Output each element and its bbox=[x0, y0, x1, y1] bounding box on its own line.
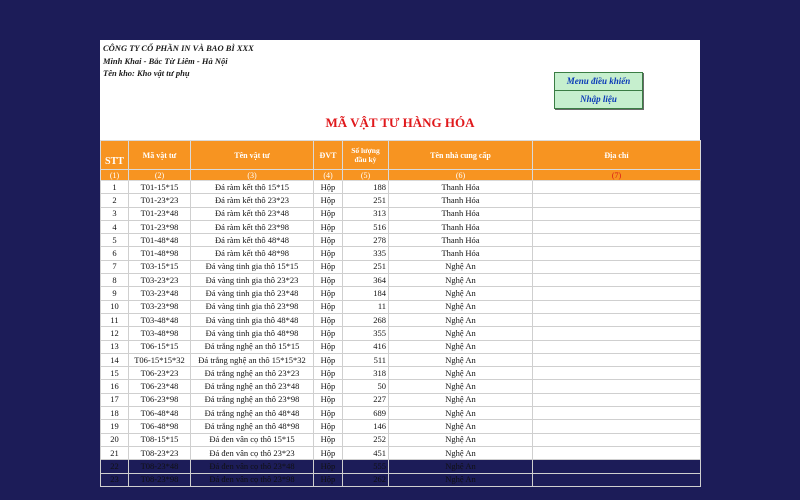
cell-code[interactable]: T06-23*98 bbox=[129, 393, 191, 406]
cell-code[interactable]: T03-23*48 bbox=[129, 287, 191, 300]
cell-quantity[interactable]: 335 bbox=[343, 247, 389, 260]
cell-code[interactable]: T03-23*98 bbox=[129, 300, 191, 313]
cell-quantity[interactable]: 184 bbox=[343, 287, 389, 300]
table-row bbox=[101, 380, 701, 393]
table-row bbox=[101, 327, 701, 340]
company-name: CÔNG TY CỔ PHẦN IN VÀ BAO BÌ XXX bbox=[103, 43, 254, 53]
header-stt[interactable]: STT bbox=[101, 141, 129, 170]
cell-unit[interactable]: Hộp bbox=[314, 393, 343, 406]
cell-quantity[interactable]: 451 bbox=[343, 446, 389, 459]
table-row bbox=[101, 260, 701, 273]
header-row bbox=[101, 141, 701, 170]
table-row bbox=[101, 207, 701, 220]
cell-quantity[interactable]: 11 bbox=[343, 300, 389, 313]
cell-name[interactable]: Đá ràm kết thô 23*98 bbox=[191, 220, 314, 233]
table-body bbox=[101, 181, 701, 487]
cell-stt[interactable]: 4 bbox=[101, 220, 129, 233]
cell-name[interactable]: Đá trắng nghệ an thô 15*15*32 bbox=[191, 353, 314, 366]
cell-quantity[interactable]: 555 bbox=[343, 460, 389, 473]
cell-address[interactable] bbox=[533, 220, 701, 233]
cell-quantity[interactable]: 313 bbox=[343, 207, 389, 220]
cell-code[interactable]: T03-48*48 bbox=[129, 313, 191, 326]
cell-supplier[interactable]: Thanh Hóa bbox=[389, 181, 533, 194]
page-title: MÃ VẬT TƯ HÀNG HÓA bbox=[325, 115, 475, 130]
cell-supplier[interactable]: Nghệ An bbox=[389, 367, 533, 380]
cell-quantity[interactable]: 689 bbox=[343, 407, 389, 420]
cell-unit[interactable]: Hộp bbox=[314, 260, 343, 273]
cell-unit[interactable]: Hộp bbox=[314, 407, 343, 420]
table-row bbox=[101, 460, 701, 473]
cell-name[interactable]: Đá trắng nghệ an thô 48*98 bbox=[191, 420, 314, 433]
cell-unit[interactable]: Hộp bbox=[314, 433, 343, 446]
col-num-2[interactable]: (2) bbox=[129, 170, 191, 181]
cell-name[interactable]: Đá trắng nghệ an thô 23*48 bbox=[191, 380, 314, 393]
cell-unit[interactable]: Hộp bbox=[314, 367, 343, 380]
table-row bbox=[101, 300, 701, 313]
cell-address[interactable] bbox=[533, 473, 701, 486]
table-row bbox=[101, 353, 701, 366]
cell-supplier[interactable]: Nghệ An bbox=[389, 393, 533, 406]
cell-supplier[interactable]: Nghệ An bbox=[389, 460, 533, 473]
header-supplier[interactable]: Tên nhà cung cấp bbox=[389, 141, 533, 170]
cell-name[interactable]: Đá vàng tinh gia thô 23*23 bbox=[191, 274, 314, 287]
cell-code[interactable]: T06-15*15 bbox=[129, 340, 191, 353]
cell-name[interactable]: Đá ràm kết thô 23*48 bbox=[191, 207, 314, 220]
cell-quantity[interactable]: 50 bbox=[343, 380, 389, 393]
column-number-row bbox=[101, 170, 701, 181]
cell-code[interactable]: T03-23*23 bbox=[129, 274, 191, 287]
cell-address[interactable] bbox=[533, 420, 701, 433]
header-code[interactable]: Mã vật tư bbox=[129, 141, 191, 170]
cell-stt[interactable]: 20 bbox=[101, 433, 129, 446]
cell-code[interactable]: T08-23*23 bbox=[129, 446, 191, 459]
cell-code[interactable]: T08-15*15 bbox=[129, 433, 191, 446]
cell-name[interactable]: Đá đen vân cọ thô 23*23 bbox=[191, 446, 314, 459]
cell-quantity[interactable]: 188 bbox=[343, 181, 389, 194]
table-row bbox=[101, 234, 701, 247]
cell-stt[interactable]: 3 bbox=[101, 207, 129, 220]
cell-supplier[interactable]: Thanh Hóa bbox=[389, 194, 533, 207]
cell-stt[interactable]: 18 bbox=[101, 407, 129, 420]
cell-code[interactable]: T01-23*23 bbox=[129, 194, 191, 207]
cell-quantity[interactable]: 364 bbox=[343, 274, 389, 287]
table-row bbox=[101, 367, 701, 380]
table-row bbox=[101, 247, 701, 260]
cell-supplier[interactable]: Thanh Hóa bbox=[389, 234, 533, 247]
cell-supplier[interactable]: Nghệ An bbox=[389, 327, 533, 340]
cell-supplier[interactable]: Nghệ An bbox=[389, 300, 533, 313]
table-row bbox=[101, 274, 701, 287]
cell-address[interactable] bbox=[533, 433, 701, 446]
cell-quantity[interactable]: 252 bbox=[343, 433, 389, 446]
cell-name[interactable]: Đá đen vân cọ thô 15*15 bbox=[191, 433, 314, 446]
cell-stt[interactable]: 2 bbox=[101, 194, 129, 207]
cell-address[interactable] bbox=[533, 353, 701, 366]
cell-code[interactable]: T01-23*48 bbox=[129, 207, 191, 220]
cell-name[interactable]: Đá vàng tinh gia thô 23*48 bbox=[191, 287, 314, 300]
cell-stt[interactable]: 6 bbox=[101, 247, 129, 260]
cell-stt[interactable]: 8 bbox=[101, 274, 129, 287]
cell-stt[interactable]: 9 bbox=[101, 287, 129, 300]
cell-quantity[interactable]: 355 bbox=[343, 327, 389, 340]
header-quantity[interactable] bbox=[343, 141, 389, 170]
cell-name[interactable]: Đá đen vân cọ thô 23*98 bbox=[191, 473, 314, 486]
cell-address[interactable] bbox=[533, 446, 701, 459]
cell-unit[interactable]: Hộp bbox=[314, 473, 343, 486]
cell-code[interactable]: T08-23*98 bbox=[129, 473, 191, 486]
cell-supplier[interactable]: Nghệ An bbox=[389, 473, 533, 486]
cell-address[interactable] bbox=[533, 234, 701, 247]
cell-stt[interactable]: 19 bbox=[101, 420, 129, 433]
table-row bbox=[101, 407, 701, 420]
cell-name[interactable]: Đá vàng tinh gia thô 23*98 bbox=[191, 300, 314, 313]
cell-name[interactable]: Đá vàng tinh gia thô 48*98 bbox=[191, 327, 314, 340]
warehouse-name: Tên kho: Kho vật tư phụ bbox=[103, 68, 190, 78]
col-num-5[interactable]: (5) bbox=[343, 170, 389, 181]
cell-address[interactable] bbox=[533, 380, 701, 393]
cell-quantity[interactable]: 516 bbox=[343, 220, 389, 233]
cell-code[interactable]: T08-23*48 bbox=[129, 460, 191, 473]
cell-unit[interactable]: Hộp bbox=[314, 247, 343, 260]
cell-name[interactable]: Đá ràm kết thô 48*98 bbox=[191, 247, 314, 260]
cell-stt[interactable]: 15 bbox=[101, 367, 129, 380]
cell-quantity[interactable]: 318 bbox=[343, 367, 389, 380]
cell-address[interactable] bbox=[533, 287, 701, 300]
cell-unit[interactable]: Hộp bbox=[314, 181, 343, 194]
cell-quantity[interactable]: 511 bbox=[343, 353, 389, 366]
cell-stt[interactable]: 23 bbox=[101, 473, 129, 486]
cell-code[interactable]: T01-23*98 bbox=[129, 220, 191, 233]
cell-quantity[interactable]: 251 bbox=[343, 194, 389, 207]
cell-name[interactable]: Đá trắng nghệ an thô 23*98 bbox=[191, 393, 314, 406]
cell-name[interactable]: Đá ràm kết thô 15*15 bbox=[191, 181, 314, 194]
cell-code[interactable]: T01-48*98 bbox=[129, 247, 191, 260]
col-num-1[interactable]: (1) bbox=[101, 170, 129, 181]
table-row bbox=[101, 194, 701, 207]
header-address[interactable]: Địa chỉ bbox=[533, 141, 701, 170]
table-row bbox=[101, 393, 701, 406]
cell-quantity[interactable]: 227 bbox=[343, 393, 389, 406]
cell-name[interactable]: Đá đen vân cọ thô 23*48 bbox=[191, 460, 314, 473]
cell-name[interactable]: Đá trắng nghệ an thô 15*15 bbox=[191, 340, 314, 353]
table-row bbox=[101, 473, 701, 486]
cell-quantity[interactable]: 416 bbox=[343, 340, 389, 353]
cell-address[interactable] bbox=[533, 367, 701, 380]
cell-quantity[interactable]: 278 bbox=[343, 234, 389, 247]
header-unit[interactable]: ĐVT bbox=[314, 141, 343, 170]
col-num-6[interactable]: (6) bbox=[389, 170, 533, 181]
cell-stt[interactable]: 21 bbox=[101, 446, 129, 459]
cell-address[interactable] bbox=[533, 460, 701, 473]
cell-supplier[interactable]: Thanh Hóa bbox=[389, 247, 533, 260]
table-row bbox=[101, 220, 701, 233]
cell-address[interactable] bbox=[533, 407, 701, 420]
cell-name[interactable]: Đá ràm kết thô 23*23 bbox=[191, 194, 314, 207]
cell-unit[interactable]: Hộp bbox=[314, 207, 343, 220]
cell-stt[interactable]: 12 bbox=[101, 327, 129, 340]
cell-address[interactable] bbox=[533, 260, 701, 273]
header-quantity-line1: Số lượng bbox=[351, 146, 380, 155]
cell-unit[interactable]: Hộp bbox=[314, 340, 343, 353]
cell-supplier[interactable]: Nghệ An bbox=[389, 380, 533, 393]
cell-code[interactable]: T03-48*98 bbox=[129, 327, 191, 340]
cell-unit[interactable]: Hộp bbox=[314, 380, 343, 393]
table-row bbox=[101, 420, 701, 433]
cell-unit[interactable]: Hộp bbox=[314, 194, 343, 207]
cell-code[interactable]: T06-48*98 bbox=[129, 420, 191, 433]
cell-code[interactable]: T06-15*15*32 bbox=[129, 353, 191, 366]
cell-supplier[interactable]: Nghệ An bbox=[389, 313, 533, 326]
col-num-3[interactable]: (3) bbox=[191, 170, 314, 181]
cell-unit[interactable]: Hộp bbox=[314, 460, 343, 473]
col-num-7[interactable]: (7) bbox=[533, 170, 701, 181]
table-row bbox=[101, 313, 701, 326]
cell-supplier[interactable]: Nghệ An bbox=[389, 340, 533, 353]
table-row bbox=[101, 181, 701, 194]
table-row bbox=[101, 433, 701, 446]
cell-quantity[interactable]: 146 bbox=[343, 420, 389, 433]
cell-name[interactable]: Đá vàng tinh gia thô 15*15 bbox=[191, 260, 314, 273]
cell-unit[interactable]: Hộp bbox=[314, 353, 343, 366]
cell-address[interactable] bbox=[533, 340, 701, 353]
cell-address[interactable] bbox=[533, 207, 701, 220]
cell-unit[interactable]: Hộp bbox=[314, 287, 343, 300]
cell-unit[interactable]: Hộp bbox=[314, 300, 343, 313]
data-entry-button[interactable]: Nhập liệu bbox=[554, 90, 643, 109]
table-row bbox=[101, 340, 701, 353]
cell-stt[interactable]: 11 bbox=[101, 313, 129, 326]
cell-supplier[interactable]: Nghệ An bbox=[389, 260, 533, 273]
cell-quantity[interactable]: 262 bbox=[343, 473, 389, 486]
cell-name[interactable]: Đá trắng nghệ an thô 48*48 bbox=[191, 407, 314, 420]
spreadsheet-sheet bbox=[100, 40, 700, 485]
cell-quantity[interactable]: 268 bbox=[343, 313, 389, 326]
table-row bbox=[101, 287, 701, 300]
cell-stt[interactable]: 10 bbox=[101, 300, 129, 313]
cell-quantity[interactable]: 251 bbox=[343, 260, 389, 273]
cell-address[interactable] bbox=[533, 393, 701, 406]
header-quantity-line2: đầu kỳ bbox=[354, 155, 377, 164]
header-name[interactable]: Tên vật tư bbox=[191, 141, 314, 170]
col-num-4[interactable]: (4) bbox=[314, 170, 343, 181]
cell-address[interactable] bbox=[533, 194, 701, 207]
cell-address[interactable] bbox=[533, 313, 701, 326]
table-row bbox=[101, 446, 701, 459]
materials-table bbox=[100, 140, 701, 487]
cell-address[interactable] bbox=[533, 181, 701, 194]
cell-name[interactable]: Đá trắng nghệ an thô 23*23 bbox=[191, 367, 314, 380]
cell-stt[interactable]: 1 bbox=[101, 181, 129, 194]
cell-stt[interactable]: 17 bbox=[101, 393, 129, 406]
cell-code[interactable]: T03-15*15 bbox=[129, 260, 191, 273]
cell-supplier[interactable]: Nghệ An bbox=[389, 420, 533, 433]
cell-supplier[interactable]: Nghệ An bbox=[389, 446, 533, 459]
company-address: Minh Khai - Bắc Từ Liêm - Hà Nội bbox=[103, 56, 228, 66]
cell-unit[interactable]: Hộp bbox=[314, 274, 343, 287]
cell-code[interactable]: T01-15*15 bbox=[129, 181, 191, 194]
cell-supplier[interactable]: Thanh Hóa bbox=[389, 207, 533, 220]
cell-stt[interactable]: 5 bbox=[101, 234, 129, 247]
cell-supplier[interactable]: Thanh Hóa bbox=[389, 220, 533, 233]
cell-supplier[interactable]: Nghệ An bbox=[389, 433, 533, 446]
cell-unit[interactable]: Hộp bbox=[314, 220, 343, 233]
cell-code[interactable]: T06-48*48 bbox=[129, 407, 191, 420]
cell-address[interactable] bbox=[533, 327, 701, 340]
cell-address[interactable] bbox=[533, 247, 701, 260]
menu-control-button[interactable]: Menu điều khiển bbox=[554, 72, 643, 91]
cell-name[interactable]: Đá ràm kết thô 48*48 bbox=[191, 234, 314, 247]
cell-code[interactable]: T06-23*48 bbox=[129, 380, 191, 393]
cell-stt[interactable]: 13 bbox=[101, 340, 129, 353]
cell-code[interactable]: T01-48*48 bbox=[129, 234, 191, 247]
cell-address[interactable] bbox=[533, 274, 701, 287]
cell-stt[interactable]: 7 bbox=[101, 260, 129, 273]
cell-supplier[interactable]: Nghệ An bbox=[389, 353, 533, 366]
cell-stt[interactable]: 22 bbox=[101, 460, 129, 473]
cell-unit[interactable]: Hộp bbox=[314, 313, 343, 326]
cell-stt[interactable]: 16 bbox=[101, 380, 129, 393]
cell-supplier[interactable]: Nghệ An bbox=[389, 274, 533, 287]
cell-name[interactable]: Đá vàng tinh gia thô 48*48 bbox=[191, 313, 314, 326]
cell-stt[interactable]: 14 bbox=[101, 353, 129, 366]
cell-code[interactable]: T06-23*23 bbox=[129, 367, 191, 380]
cell-unit[interactable]: Hộp bbox=[314, 327, 343, 340]
cell-supplier[interactable]: Nghệ An bbox=[389, 287, 533, 300]
cell-supplier[interactable]: Nghệ An bbox=[389, 407, 533, 420]
cell-address[interactable] bbox=[533, 300, 701, 313]
cell-unit[interactable]: Hộp bbox=[314, 446, 343, 459]
cell-unit[interactable]: Hộp bbox=[314, 420, 343, 433]
cell-unit[interactable]: Hộp bbox=[314, 234, 343, 247]
